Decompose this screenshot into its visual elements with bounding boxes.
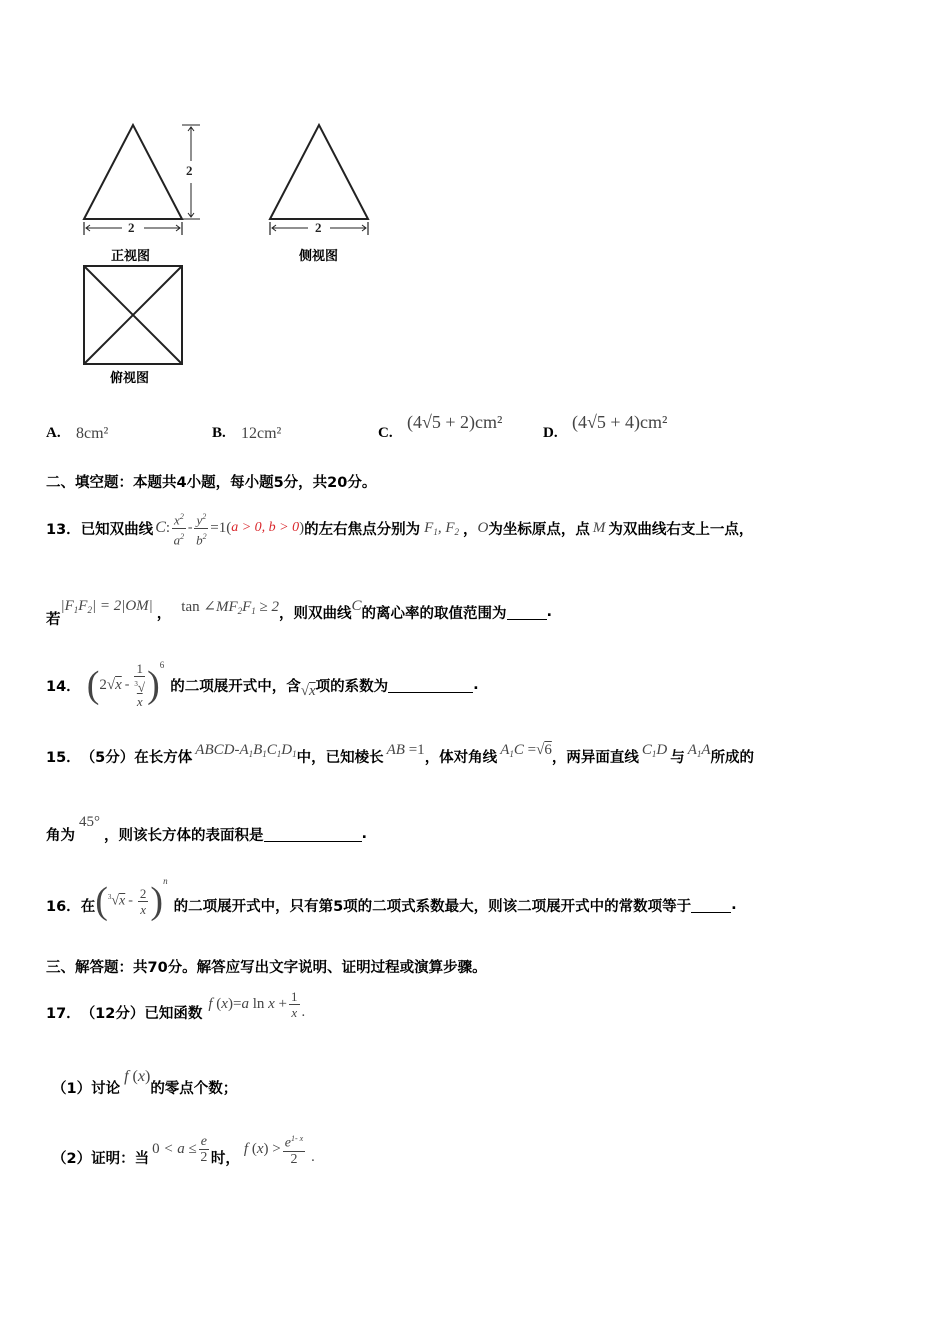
- q16-number: 16．: [46, 898, 81, 915]
- top-view-label: 俯视图: [110, 371, 150, 386]
- q13-condition: a > 0, b > 0: [231, 520, 300, 535]
- q13-text-7: 的离心率的取值范围为: [361, 605, 507, 622]
- side-view: [270, 125, 368, 235]
- section-3-heading: 三、解答题：共70分。解答应写出文字说明、证明过程或演算步骤。: [46, 960, 487, 976]
- section-2-heading: 二、填空题：本题共4小题，每小题5分，共20分。: [46, 475, 377, 491]
- front-height-label: 2: [186, 163, 193, 178]
- q13-text-4: 为双曲线右支上一点，: [608, 521, 754, 538]
- option-b-letter: B.: [212, 425, 226, 441]
- q15-text-7: 角为: [46, 827, 75, 844]
- option-d-letter: D.: [543, 425, 558, 441]
- q13-answer-blank[interactable]: [507, 605, 547, 620]
- question-13-line2: 若 $|F_1F_2| = 2|OM|$ ， $\tan \angle MF_2F_1 \ge 2$ ，则双曲线 C 的离心率的取值范围为 .: [46, 597, 553, 628]
- q15-text-5: 与: [670, 749, 685, 766]
- q16-text-2: 的二项展开式中，只有第5项的二项式系数最大，则该二项展开式中的常数项等于: [173, 898, 692, 915]
- q15-text-6: 所成的: [710, 749, 755, 766]
- option-c-value: (4√5 + 2)cm²: [407, 412, 503, 432]
- q13-text-5: 若: [46, 611, 61, 628]
- side-width-label: 2: [315, 220, 322, 235]
- question-17-part-2: （2）证明：当 0 < a ≤ $\frac{e}{2}$ 时， f (x) > $\frac{e^{1- x}}{2}$ .: [52, 1126, 315, 1172]
- q15-number: 15．: [46, 749, 81, 766]
- q16-exponent: n: [163, 876, 168, 886]
- front-view-label: 正视图: [111, 249, 151, 264]
- q17-part1-text: 的零点个数；: [150, 1080, 238, 1097]
- q15-text-4: ，两异面直线: [551, 749, 639, 766]
- front-width-label: 2: [128, 220, 135, 235]
- q17-part2-mid: 时，: [210, 1150, 240, 1167]
- q13-text-2: 的左右焦点分别为: [304, 521, 421, 538]
- option-c-letter: C.: [378, 425, 393, 441]
- q15-answer-blank[interactable]: [264, 827, 362, 842]
- front-view: [84, 125, 200, 235]
- q13-number: 13．: [46, 521, 81, 538]
- question-13-line1: 13． 已知双曲线 C : $\frac{x^2}{a^2}$ - $\frac{y^2}{b^2}$ =1 ( a > 0, b > 0 ) 的左右焦点分别为 $F_1$, $F_2$ ， O 为坐标原点，点 M 为双曲线右支上一点，: [46, 508, 753, 548]
- q17-part2-label: （2）证明：当: [52, 1150, 150, 1167]
- question-17-part-1: （1）讨论 f (x) 的零点个数；: [52, 1068, 238, 1097]
- option-b-value: 12cm²: [241, 425, 282, 442]
- q17-part1-label: （1）讨论: [52, 1080, 121, 1097]
- top-view: [84, 266, 182, 364]
- question-14: 14． ( 2√x - 1 $^3$√ x ) 6 的二项展开式中，含 √x 项的系数为 .: [46, 660, 479, 710]
- q13-text-6: ，则双曲线: [279, 605, 352, 622]
- option-a-value: 8cm²: [76, 425, 109, 442]
- q15-text-2: 中，已知棱长: [296, 749, 384, 766]
- option-a-letter: A.: [46, 425, 61, 441]
- question-15-line1: 15． （5分）在长方体 ABCD-$A_1B_1C_1D_1$ 中，已知棱长 AB =1 ，体对角线 $A_1C =√6$ ，两异面直线 $C_1D$ 与 $A_1A$ 所成的: [46, 741, 755, 766]
- q14-exponent: 6: [159, 660, 165, 670]
- option-d-value: (4√5 + 4)cm²: [572, 412, 668, 432]
- question-17: 17． （12分）已知函数 f (x)=a ln x + $\frac{1}{x}$ .: [46, 988, 306, 1022]
- q14-number: 14．: [46, 678, 81, 695]
- q14-text-2: 项的系数为: [315, 678, 389, 695]
- q15-angle: 45°: [79, 813, 100, 830]
- question-15-line2: 角为 45° ，则该长方体的表面积是 .: [46, 813, 368, 844]
- side-view-label: 侧视图: [299, 249, 339, 264]
- q15-text-3: ，体对角线: [424, 749, 498, 766]
- q17-number: 17．: [46, 1005, 81, 1022]
- q14-text-1: 的二项展开式中，含: [170, 678, 301, 695]
- q15-text-8: ，则该长方体的表面积是: [104, 827, 264, 844]
- q16-answer-blank[interactable]: [691, 898, 731, 913]
- question-16: 16． 在 ( $^3$√x - $\frac{2}{x}$ ) n 的二项展开式中，只有第5项的二项式系数最大，则该二项展开式中的常数项等于 .: [46, 876, 737, 922]
- q15-text-1: （5分）在长方体: [80, 749, 193, 766]
- q17-text-1: （12分）已知函数: [80, 1005, 203, 1022]
- q13-text-1: 已知双曲线: [80, 521, 154, 538]
- q16-text-1: 在: [80, 898, 96, 915]
- q14-answer-blank[interactable]: [388, 678, 473, 693]
- q13-text-3: 为坐标原点，点: [488, 521, 590, 538]
